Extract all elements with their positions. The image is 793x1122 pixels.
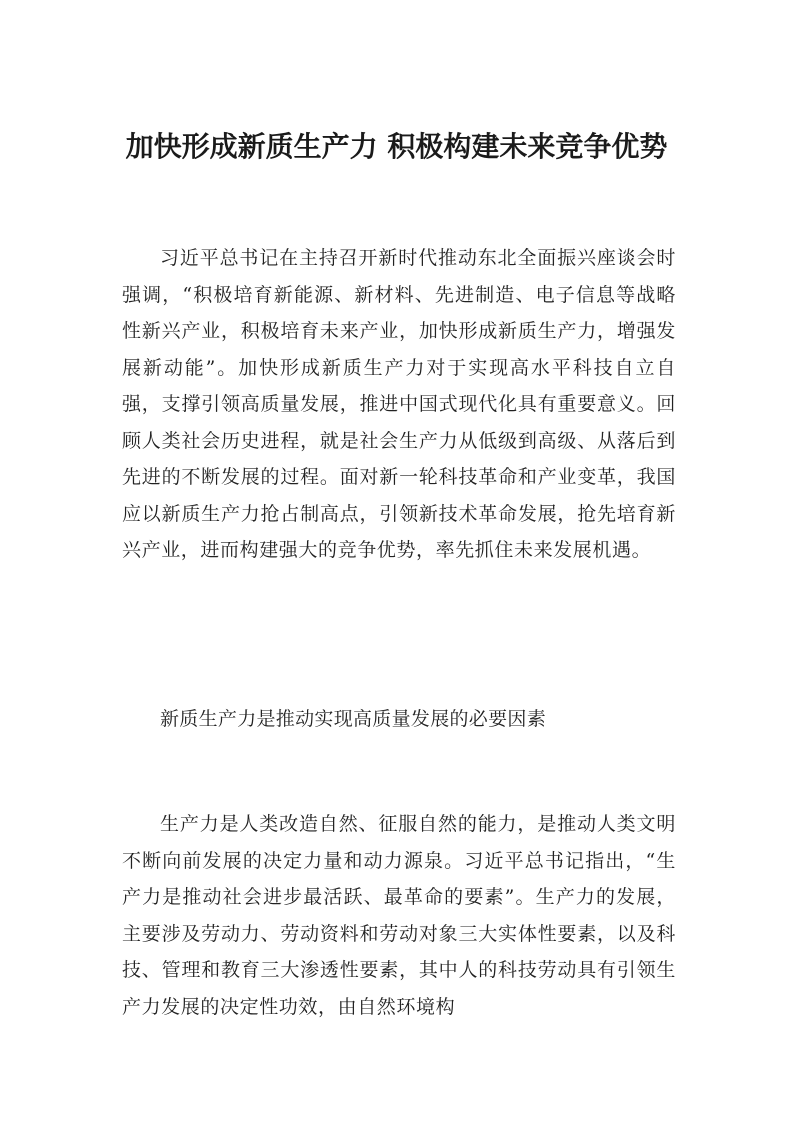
paragraph-productivity: 生产力是人类改造自然、征服自然的能力，是推动人类文明不断向前发展的决定力量和动力源泉。习近平总书记指出，“生产力是推动社会进步最活跃、最革命的要素”。生产力的发展，主要涉及劳动力、劳动资料和劳动对象三大实体性要素，以及科技、管理和教育三大渗透性要素，其中人的科技劳动具有引领生产力发展的决定性功效，由自然环境构 [122,813,676,1018]
document-title: 加快形成新质生产力 积极构建未来竞争优势 [125,130,668,163]
section-heading: 新质生产力是推动实现高质量发展的必要因素 [160,708,547,730]
paragraph-intro: 习近平总书记在主持召开新时代推动东北全面振兴座谈会时强调，“积极培育新能源、新材料、先进制造、电子信息等战略性新兴产业，积极培育未来产业，加快形成新质生产力，增强发展新动能”。加快形成新质生产力对于实现高水平科技自立自强，支撑引领高质量发展，推进中国式现代化具有重要意义。回顾人类社会历史进程，就是社会生产力从低级到高级、从落后到先进的不断发展的过程。面对新一轮科技革命和产业变革，我国应以新质生产力抢占制高点，引领新技术革命发展，抢先培育新兴产业，进而构建强大的竞争优势，率先抓住未来发展机遇。 [122,247,676,561]
